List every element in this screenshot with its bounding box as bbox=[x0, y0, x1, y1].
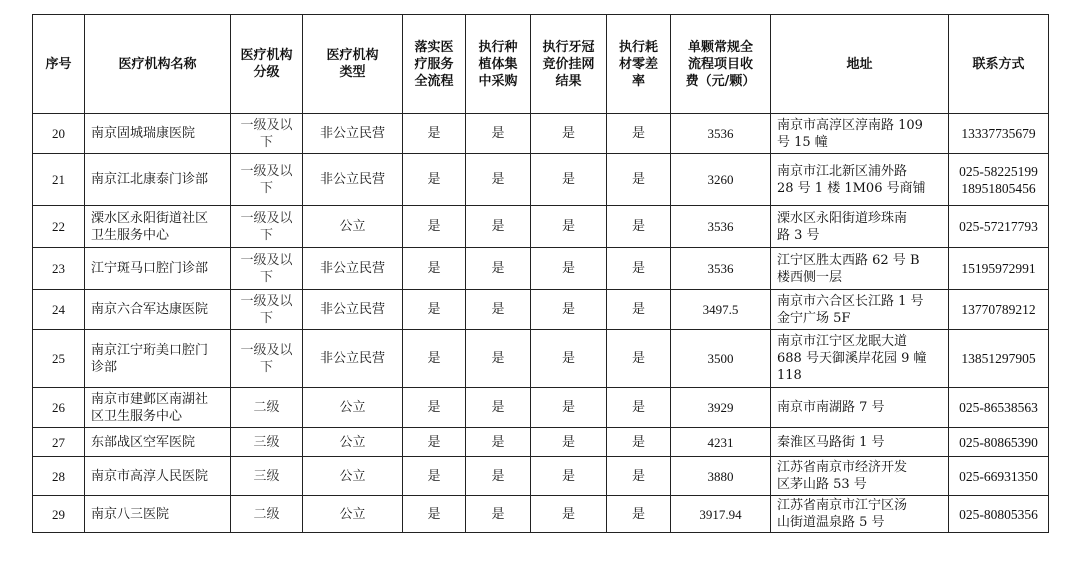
table-row bbox=[33, 428, 1049, 457]
cell-address: 南京市高淳区淳南路 109 号 15 幢 bbox=[771, 114, 949, 154]
cell-crown-bidding: 是 bbox=[531, 330, 607, 388]
cell-crown-bidding: 是 bbox=[531, 496, 607, 533]
cell-address: 南京市南湖路 7 号 bbox=[771, 388, 949, 428]
cell-zero-markup: 是 bbox=[607, 206, 671, 248]
cell-contact: 13770789212 bbox=[949, 290, 1049, 330]
cell-address: 溧水区永阳街道珍珠南 路 3 号 bbox=[771, 206, 949, 248]
cell-implant-procurement: 是 bbox=[466, 457, 531, 496]
cell-grade: 二级 bbox=[231, 496, 303, 533]
cell-zero-markup: 是 bbox=[607, 154, 671, 206]
cell-zero-markup: 是 bbox=[607, 114, 671, 154]
cell-full-process: 是 bbox=[403, 154, 466, 206]
cell-zero-markup: 是 bbox=[607, 428, 671, 457]
cell-fee: 3536 bbox=[671, 114, 771, 154]
cell-institution-name: 南京江宁珩美口腔门 诊部 bbox=[85, 330, 231, 388]
cell-type: 公立 bbox=[303, 388, 403, 428]
cell-grade: 二级 bbox=[231, 388, 303, 428]
cell-type: 非公立民营 bbox=[303, 248, 403, 290]
cell-type: 非公立民营 bbox=[303, 154, 403, 206]
cell-implant-procurement: 是 bbox=[466, 290, 531, 330]
table-row bbox=[33, 388, 1049, 428]
cell-fee: 3536 bbox=[671, 206, 771, 248]
cell-contact: 13337735679 bbox=[949, 114, 1049, 154]
table-row bbox=[33, 457, 1049, 496]
cell-zero-markup: 是 bbox=[607, 388, 671, 428]
header-contact: 联系方式 bbox=[949, 15, 1049, 114]
cell-fee: 3497.5 bbox=[671, 290, 771, 330]
cell-zero-markup: 是 bbox=[607, 457, 671, 496]
cell-serial: 24 bbox=[33, 290, 85, 330]
table-row bbox=[33, 330, 1049, 388]
header-institution-grade: 医疗机构 分级 bbox=[231, 15, 303, 114]
cell-type: 公立 bbox=[303, 496, 403, 533]
cell-full-process: 是 bbox=[403, 330, 466, 388]
table-row bbox=[33, 290, 1049, 330]
cell-institution-name: 南京市建邺区南湖社 区卫生服务中心 bbox=[85, 388, 231, 428]
cell-grade: 一级及以 下 bbox=[231, 330, 303, 388]
cell-contact: 13851297905 bbox=[949, 330, 1049, 388]
header-full-process: 落实医 疗服务 全流程 bbox=[403, 15, 466, 114]
cell-serial: 20 bbox=[33, 114, 85, 154]
cell-grade: 一级及以 下 bbox=[231, 154, 303, 206]
cell-fee: 4231 bbox=[671, 428, 771, 457]
header-address: 地址 bbox=[771, 15, 949, 114]
cell-grade: 三级 bbox=[231, 457, 303, 496]
header-fee-per-tooth: 单颗常规全 流程项目收 费（元/颗） bbox=[671, 15, 771, 114]
cell-implant-procurement: 是 bbox=[466, 114, 531, 154]
cell-serial: 23 bbox=[33, 248, 85, 290]
cell-grade: 三级 bbox=[231, 428, 303, 457]
cell-address: 南京市江宁区龙眠大道 688 号天御溪岸花园 9 幢 118 bbox=[771, 330, 949, 388]
cell-grade: 一级及以 下 bbox=[231, 248, 303, 290]
cell-zero-markup: 是 bbox=[607, 290, 671, 330]
cell-crown-bidding: 是 bbox=[531, 248, 607, 290]
cell-type: 非公立民营 bbox=[303, 290, 403, 330]
cell-type: 非公立民营 bbox=[303, 114, 403, 154]
cell-institution-name: 南京八三医院 bbox=[85, 496, 231, 533]
cell-crown-bidding: 是 bbox=[531, 206, 607, 248]
cell-implant-procurement: 是 bbox=[466, 154, 531, 206]
institution-table bbox=[32, 14, 1049, 533]
cell-contact: 15195972991 bbox=[949, 248, 1049, 290]
cell-address: 南京市江北新区浦外路 28 号 1 楼 1M06 号商铺 bbox=[771, 154, 949, 206]
cell-serial: 27 bbox=[33, 428, 85, 457]
cell-fee: 3929 bbox=[671, 388, 771, 428]
cell-serial: 22 bbox=[33, 206, 85, 248]
cell-address: 江宁区胜太西路 62 号 B 楼西侧一层 bbox=[771, 248, 949, 290]
cell-zero-markup: 是 bbox=[607, 330, 671, 388]
cell-contact: 025-80865390 bbox=[949, 428, 1049, 457]
cell-crown-bidding: 是 bbox=[531, 290, 607, 330]
table-row bbox=[33, 206, 1049, 248]
cell-serial: 25 bbox=[33, 330, 85, 388]
table-row bbox=[33, 154, 1049, 206]
cell-implant-procurement: 是 bbox=[466, 330, 531, 388]
cell-institution-name: 南京市高淳人民医院 bbox=[85, 457, 231, 496]
cell-zero-markup: 是 bbox=[607, 248, 671, 290]
cell-crown-bidding: 是 bbox=[531, 388, 607, 428]
cell-implant-procurement: 是 bbox=[466, 388, 531, 428]
cell-fee: 3880 bbox=[671, 457, 771, 496]
table-row bbox=[33, 114, 1049, 154]
cell-zero-markup: 是 bbox=[607, 496, 671, 533]
table-row bbox=[33, 248, 1049, 290]
cell-grade: 一级及以 下 bbox=[231, 206, 303, 248]
cell-address: 南京市六合区长江路 1 号 金宁广场 5F bbox=[771, 290, 949, 330]
cell-institution-name: 南京六合军达康医院 bbox=[85, 290, 231, 330]
cell-grade: 一级及以 下 bbox=[231, 290, 303, 330]
cell-type: 公立 bbox=[303, 457, 403, 496]
cell-implant-procurement: 是 bbox=[466, 496, 531, 533]
cell-institution-name: 溧水区永阳街道社区 卫生服务中心 bbox=[85, 206, 231, 248]
cell-full-process: 是 bbox=[403, 428, 466, 457]
cell-crown-bidding: 是 bbox=[531, 428, 607, 457]
cell-serial: 28 bbox=[33, 457, 85, 496]
cell-full-process: 是 bbox=[403, 206, 466, 248]
cell-contact: 025-58225199 18951805456 bbox=[949, 154, 1049, 206]
cell-address: 秦淮区马路街 1 号 bbox=[771, 428, 949, 457]
cell-type: 公立 bbox=[303, 428, 403, 457]
cell-implant-procurement: 是 bbox=[466, 206, 531, 248]
cell-fee: 3536 bbox=[671, 248, 771, 290]
table-row bbox=[33, 496, 1049, 533]
header-institution-name: 医疗机构名称 bbox=[85, 15, 231, 114]
cell-full-process: 是 bbox=[403, 248, 466, 290]
header-implant-procurement: 执行种 植体集 中采购 bbox=[466, 15, 531, 114]
cell-serial: 21 bbox=[33, 154, 85, 206]
table-body bbox=[33, 114, 1049, 533]
cell-full-process: 是 bbox=[403, 290, 466, 330]
cell-serial: 29 bbox=[33, 496, 85, 533]
cell-institution-name: 江宁斑马口腔门诊部 bbox=[85, 248, 231, 290]
cell-full-process: 是 bbox=[403, 114, 466, 154]
cell-implant-procurement: 是 bbox=[466, 248, 531, 290]
cell-type: 非公立民营 bbox=[303, 330, 403, 388]
table-header bbox=[33, 15, 1049, 114]
cell-contact: 025-80805356 bbox=[949, 496, 1049, 533]
cell-crown-bidding: 是 bbox=[531, 154, 607, 206]
cell-institution-name: 东部战区空军医院 bbox=[85, 428, 231, 457]
cell-crown-bidding: 是 bbox=[531, 114, 607, 154]
cell-implant-procurement: 是 bbox=[466, 428, 531, 457]
cell-grade: 一级及以 下 bbox=[231, 114, 303, 154]
cell-contact: 025-57217793 bbox=[949, 206, 1049, 248]
cell-fee: 3917.94 bbox=[671, 496, 771, 533]
cell-full-process: 是 bbox=[403, 457, 466, 496]
cell-contact: 025-66931350 bbox=[949, 457, 1049, 496]
cell-address: 江苏省南京市江宁区汤 山街道温泉路 5 号 bbox=[771, 496, 949, 533]
cell-crown-bidding: 是 bbox=[531, 457, 607, 496]
header-serial: 序号 bbox=[33, 15, 85, 114]
cell-fee: 3500 bbox=[671, 330, 771, 388]
cell-type: 公立 bbox=[303, 206, 403, 248]
cell-full-process: 是 bbox=[403, 388, 466, 428]
cell-contact: 025-86538563 bbox=[949, 388, 1049, 428]
cell-institution-name: 南京固城瑞康医院 bbox=[85, 114, 231, 154]
cell-fee: 3260 bbox=[671, 154, 771, 206]
cell-full-process: 是 bbox=[403, 496, 466, 533]
cell-institution-name: 南京江北康泰门诊部 bbox=[85, 154, 231, 206]
cell-address: 江苏省南京市经济开发 区茅山路 53 号 bbox=[771, 457, 949, 496]
header-zero-markup: 执行耗 材零差 率 bbox=[607, 15, 671, 114]
header-institution-type: 医疗机构 类型 bbox=[303, 15, 403, 114]
cell-serial: 26 bbox=[33, 388, 85, 428]
header-crown-bidding: 执行牙冠 竞价挂网 结果 bbox=[531, 15, 607, 114]
